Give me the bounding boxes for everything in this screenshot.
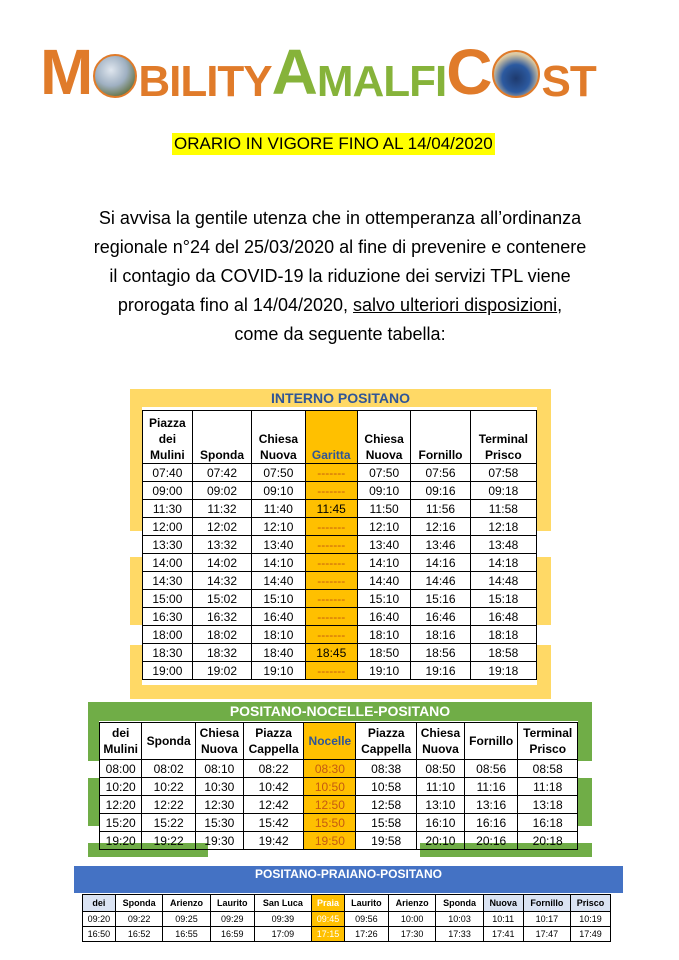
interno-time-cell: 18:40	[252, 644, 305, 662]
nocelle-time-cell: 15:30	[195, 814, 243, 832]
nocelle-time-cell: 08:10	[195, 760, 243, 778]
notice-line-2: regionale n°24 del 25/03/2020 al fine di prevenire e contenere	[93, 237, 587, 257]
nocelle-time-cell: 10:50	[304, 778, 356, 796]
interno-row	[143, 500, 537, 518]
nocelle-time-cell: 13:16	[464, 796, 517, 814]
interno-time-cell: -------	[305, 608, 357, 626]
interno-positano-table	[142, 410, 537, 680]
nocelle-time-cell: 13:18	[518, 796, 578, 814]
praiano-header-cell: Laurito	[344, 895, 388, 912]
interno-time-cell: 13:40	[252, 536, 305, 554]
nocelle-time-cell: 11:10	[416, 778, 464, 796]
nocelle-time-cell: 12:42	[243, 796, 304, 814]
nocelle-time-cell: 08:58	[518, 760, 578, 778]
nocelle-time-cell: 08:22	[243, 760, 304, 778]
interno-time-cell: 11:50	[357, 500, 410, 518]
interno-row	[143, 536, 537, 554]
interno-time-cell: 15:00	[143, 590, 193, 608]
interno-time-cell: 11:58	[470, 500, 536, 518]
interno-time-cell: 16:32	[192, 608, 251, 626]
interno-time-cell: 19:18	[470, 662, 536, 680]
interno-time-cell: 09:10	[357, 482, 410, 500]
praiano-time-cell: 17:41	[483, 927, 523, 942]
interno-time-cell: 18:16	[411, 626, 470, 644]
interno-time-cell: 18:45	[305, 644, 357, 662]
praiano-time-cell: 09:25	[163, 912, 210, 927]
praiano-time-cell: 17:33	[436, 927, 483, 942]
interno-time-cell: 14:10	[357, 554, 410, 572]
interno-time-cell: 19:10	[357, 662, 410, 680]
interno-time-cell: 18:30	[143, 644, 193, 662]
nocelle-time-cell: 08:00	[100, 760, 142, 778]
interno-time-cell: 12:00	[143, 518, 193, 536]
praiano-time-cell: 17:26	[344, 927, 388, 942]
praiano-header-cell: Arienzo	[388, 895, 435, 912]
praiano-header-cell: Prisco	[571, 895, 611, 912]
interno-time-cell: 07:50	[252, 464, 305, 482]
interno-title: INTERNO POSITANO	[271, 390, 410, 406]
praiano-row	[83, 912, 611, 927]
interno-time-cell: -------	[305, 536, 357, 554]
nocelle-band-edge	[578, 778, 592, 826]
nocelle-time-cell: 12:22	[142, 796, 195, 814]
interno-time-cell: 16:40	[252, 608, 305, 626]
interno-time-cell: -------	[305, 554, 357, 572]
validity-notice: ORARIO IN VIGORE FINO AL 14/04/2020	[174, 134, 493, 153]
nocelle-time-cell: 15:58	[356, 814, 417, 832]
interno-time-cell: 12:10	[252, 518, 305, 536]
interno-time-cell: 14:48	[470, 572, 536, 590]
interno-time-cell: 14:02	[192, 554, 251, 572]
nocelle-header-cell: Terminal Prisco	[518, 723, 578, 760]
praiano-header-cell: dei	[83, 895, 116, 912]
nocelle-time-cell: 11:16	[464, 778, 517, 796]
praiano-time-cell: 17:47	[523, 927, 570, 942]
logo-photo-icon	[93, 54, 137, 98]
nocelle-header-cell: Fornillo	[464, 723, 517, 760]
interno-header-cell: Chiesa Nuova	[357, 411, 410, 464]
nocelle-header-cell: Piazza Cappella	[243, 723, 304, 760]
nocelle-time-cell: 08:38	[356, 760, 417, 778]
interno-header-cell: Garitta	[305, 411, 357, 464]
praiano-time-cell: 17:49	[571, 927, 611, 942]
interno-time-cell: 16:46	[411, 608, 470, 626]
interno-time-cell: -------	[305, 662, 357, 680]
interno-time-cell: 18:02	[192, 626, 251, 644]
interno-header-cell: Piazza dei Mulini	[143, 411, 193, 464]
interno-time-cell: 15:16	[411, 590, 470, 608]
nocelle-time-cell: 12:50	[304, 796, 356, 814]
nocelle-time-cell: 19:42	[243, 832, 304, 850]
nocelle-time-cell: 12:20	[100, 796, 142, 814]
praiano-time-cell: 10:03	[436, 912, 483, 927]
nocelle-header-cell: Sponda	[142, 723, 195, 760]
praiano-title: POSITANO-PRAIANO-POSITANO	[255, 867, 442, 881]
interno-time-cell: 07:56	[411, 464, 470, 482]
praiano-header-cell: Praia	[312, 895, 345, 912]
nocelle-header-cell: Chiesa Nuova	[195, 723, 243, 760]
interno-time-cell: 18:32	[192, 644, 251, 662]
notice-line-1: Si avvisa la gentile utenza che in ottemperanza all’ordinanza	[98, 208, 582, 228]
interno-time-cell: 11:56	[411, 500, 470, 518]
nocelle-header-cell: Chiesa Nuova	[416, 723, 464, 760]
praiano-time-cell: 16:50	[83, 927, 116, 942]
nocelle-time-cell: 12:58	[356, 796, 417, 814]
logo-coast-photo-icon	[492, 50, 540, 98]
interno-band-edge	[130, 557, 142, 625]
interno-band-edge	[130, 407, 142, 531]
praiano-header-cell: Laurito	[210, 895, 254, 912]
interno-band-edge	[537, 407, 551, 531]
interno-row	[143, 572, 537, 590]
praiano-time-cell: 17:09	[254, 927, 311, 942]
nocelle-header-cell: Piazza Cappella	[356, 723, 417, 760]
interno-header-cell: Chiesa Nuova	[252, 411, 305, 464]
logo-letter-c: C	[446, 36, 492, 108]
praiano-header-cell: Sponda	[115, 895, 162, 912]
interno-time-cell: 18:58	[470, 644, 536, 662]
interno-time-cell: -------	[305, 572, 357, 590]
interno-time-cell: 16:40	[357, 608, 410, 626]
nocelle-time-cell: 19:58	[356, 832, 417, 850]
interno-time-cell: 14:10	[252, 554, 305, 572]
interno-time-cell: 19:02	[192, 662, 251, 680]
interno-time-cell: 09:10	[252, 482, 305, 500]
interno-row	[143, 608, 537, 626]
interno-header-cell: Fornillo	[411, 411, 470, 464]
interno-time-cell: 13:40	[357, 536, 410, 554]
praiano-time-cell: 10:11	[483, 912, 523, 927]
praiano-time-cell: 09:20	[83, 912, 116, 927]
interno-time-cell: 16:48	[470, 608, 536, 626]
nocelle-time-cell: 16:18	[518, 814, 578, 832]
interno-time-cell: 14:40	[252, 572, 305, 590]
interno-time-cell: 11:40	[252, 500, 305, 518]
interno-time-cell: 13:32	[192, 536, 251, 554]
interno-band-edge	[537, 645, 551, 685]
praiano-header-cell: Fornillo	[523, 895, 570, 912]
positano-nocelle-table	[99, 722, 578, 850]
logo-text-bility: BILITY	[138, 57, 272, 106]
nocelle-time-cell: 19:30	[195, 832, 243, 850]
praiano-time-cell: 09:22	[115, 912, 162, 927]
nocelle-row	[100, 760, 578, 778]
nocelle-title: POSITANO-NOCELLE-POSITANO	[229, 703, 451, 719]
logo-letter-m: M	[40, 36, 93, 108]
praiano-time-cell: 16:59	[210, 927, 254, 942]
praiano-row	[83, 927, 611, 942]
interno-time-cell: 09:18	[470, 482, 536, 500]
praiano-time-cell: 09:56	[344, 912, 388, 927]
praiano-header-cell: Nuova	[483, 895, 523, 912]
praiano-time-cell: 09:45	[312, 912, 345, 927]
praiano-time-cell: 10:17	[523, 912, 570, 927]
praiano-time-cell: 16:55	[163, 927, 210, 942]
nocelle-time-cell: 15:42	[243, 814, 304, 832]
interno-time-cell: 18:50	[357, 644, 410, 662]
nocelle-time-cell: 20:16	[464, 832, 517, 850]
interno-time-cell: 18:10	[252, 626, 305, 644]
nocelle-header-cell: dei Mulini	[100, 723, 142, 760]
positano-praiano-table	[82, 894, 611, 942]
logo-letter-a: A	[271, 36, 317, 108]
logo-text-st: ST	[541, 57, 596, 106]
interno-time-cell: 14:40	[357, 572, 410, 590]
interno-row	[143, 464, 537, 482]
nocelle-row	[100, 814, 578, 832]
praiano-header-cell: Arienzo	[163, 895, 210, 912]
praiano-time-cell: 09:29	[210, 912, 254, 927]
nocelle-time-cell: 20:18	[518, 832, 578, 850]
nocelle-band-edge	[578, 721, 592, 761]
praiano-time-cell: 10:00	[388, 912, 435, 927]
interno-band-bottom	[130, 685, 551, 699]
nocelle-time-cell: 15:50	[304, 814, 356, 832]
nocelle-band-edge	[88, 721, 99, 761]
interno-time-cell: 12:16	[411, 518, 470, 536]
praiano-time-cell: 17:15	[312, 927, 345, 942]
mobility-amalfi-coast-logo	[40, 34, 640, 108]
nocelle-row	[100, 832, 578, 850]
interno-time-cell: 09:02	[192, 482, 251, 500]
nocelle-time-cell: 13:10	[416, 796, 464, 814]
interno-time-cell: 07:40	[143, 464, 193, 482]
interno-time-cell: 14:30	[143, 572, 193, 590]
nocelle-time-cell: 19:22	[142, 832, 195, 850]
interno-time-cell: -------	[305, 626, 357, 644]
praiano-header-cell: San Luca	[254, 895, 311, 912]
notice-line-5: come da seguente tabella:	[234, 324, 446, 344]
interno-time-cell: 11:45	[305, 500, 357, 518]
nocelle-time-cell: 08:50	[416, 760, 464, 778]
nocelle-time-cell: 16:16	[464, 814, 517, 832]
interno-time-cell: 14:32	[192, 572, 251, 590]
nocelle-time-cell: 10:42	[243, 778, 304, 796]
interno-time-cell: 18:56	[411, 644, 470, 662]
interno-row	[143, 626, 537, 644]
interno-band-edge	[537, 557, 551, 625]
interno-time-cell: 18:18	[470, 626, 536, 644]
interno-time-cell: -------	[305, 464, 357, 482]
interno-band-edge	[130, 645, 142, 685]
nocelle-time-cell: 15:20	[100, 814, 142, 832]
interno-time-cell: 15:10	[252, 590, 305, 608]
nocelle-row	[100, 796, 578, 814]
interno-time-cell: 18:00	[143, 626, 193, 644]
service-notice	[40, 204, 640, 349]
interno-row	[143, 554, 537, 572]
praiano-time-cell: 10:19	[571, 912, 611, 927]
interno-time-cell: -------	[305, 518, 357, 536]
interno-time-cell: 09:00	[143, 482, 193, 500]
nocelle-time-cell: 19:50	[304, 832, 356, 850]
nocelle-time-cell: 15:22	[142, 814, 195, 832]
nocelle-time-cell: 10:22	[142, 778, 195, 796]
interno-time-cell: 19:16	[411, 662, 470, 680]
interno-time-cell: 16:30	[143, 608, 193, 626]
praiano-header-cell: Sponda	[436, 895, 483, 912]
nocelle-time-cell: 19:20	[100, 832, 142, 850]
interno-time-cell: 07:42	[192, 464, 251, 482]
notice-underlined: salvo ulteriori disposizioni	[353, 295, 558, 315]
nocelle-time-cell: 12:30	[195, 796, 243, 814]
interno-time-cell: -------	[305, 590, 357, 608]
interno-time-cell: 13:30	[143, 536, 193, 554]
interno-header-cell: Terminal Prisco	[470, 411, 536, 464]
interno-time-cell: 13:48	[470, 536, 536, 554]
interno-time-cell: -------	[305, 482, 357, 500]
interno-time-cell: 14:16	[411, 554, 470, 572]
notice-line-3: il contagio da COVID-19 la riduzione dei servizi TPL viene	[109, 266, 571, 286]
interno-time-cell: 14:46	[411, 572, 470, 590]
interno-time-cell: 14:18	[470, 554, 536, 572]
interno-time-cell: 12:10	[357, 518, 410, 536]
nocelle-time-cell: 11:18	[518, 778, 578, 796]
nocelle-time-cell: 10:30	[195, 778, 243, 796]
interno-time-cell: 07:58	[470, 464, 536, 482]
interno-time-cell: 12:18	[470, 518, 536, 536]
interno-time-cell: 14:00	[143, 554, 193, 572]
notice-line-4: prorogata fino al 14/04/2020, salvo ulteriori disposizioni,	[117, 295, 563, 315]
interno-time-cell: 15:10	[357, 590, 410, 608]
logo-text-malfi: MALFI	[316, 57, 447, 106]
interno-time-cell: 11:30	[143, 500, 193, 518]
interno-time-cell: 07:50	[357, 464, 410, 482]
interno-row	[143, 590, 537, 608]
interno-time-cell: 15:02	[192, 590, 251, 608]
interno-row	[143, 482, 537, 500]
interno-time-cell: 19:10	[252, 662, 305, 680]
praiano-time-cell: 17:30	[388, 927, 435, 942]
interno-time-cell: 19:00	[143, 662, 193, 680]
interno-time-cell: 09:16	[411, 482, 470, 500]
nocelle-time-cell: 08:30	[304, 760, 356, 778]
nocelle-row	[100, 778, 578, 796]
nocelle-time-cell: 20:10	[416, 832, 464, 850]
nocelle-time-cell: 16:10	[416, 814, 464, 832]
nocelle-time-cell: 08:56	[464, 760, 517, 778]
praiano-time-cell: 09:39	[254, 912, 311, 927]
interno-time-cell: 18:10	[357, 626, 410, 644]
interno-time-cell: 15:18	[470, 590, 536, 608]
interno-time-cell: 13:46	[411, 536, 470, 554]
interno-row	[143, 662, 537, 680]
interno-time-cell: 12:02	[192, 518, 251, 536]
praiano-time-cell: 16:52	[115, 927, 162, 942]
interno-row	[143, 644, 537, 662]
nocelle-band-edge	[88, 778, 99, 826]
nocelle-time-cell: 08:02	[142, 760, 195, 778]
nocelle-header-cell: Nocelle	[304, 723, 356, 760]
nocelle-time-cell: 10:20	[100, 778, 142, 796]
interno-row	[143, 518, 537, 536]
interno-time-cell: 11:32	[192, 500, 251, 518]
interno-header-cell: Sponda	[192, 411, 251, 464]
nocelle-time-cell: 10:58	[356, 778, 417, 796]
